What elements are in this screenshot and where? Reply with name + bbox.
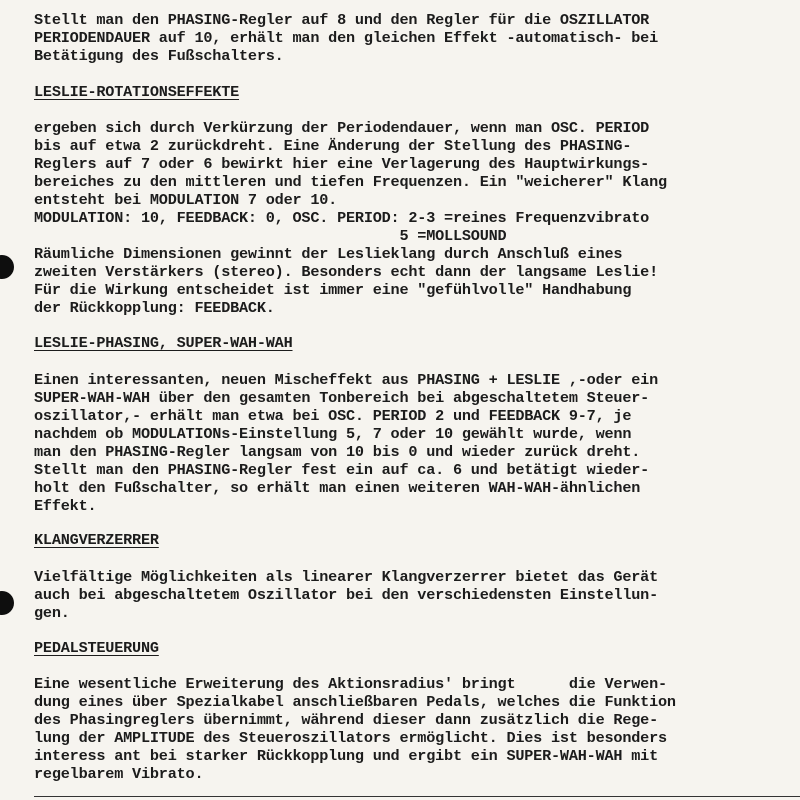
text-line: des Phasingreglers übernimmt, während dieser dann zusätzlich die Rege-: [34, 711, 658, 729]
text-line: Vielfältige Möglichkeiten als linearer Klangverzerrer bietet das Gerät: [34, 568, 658, 586]
section-heading-klangverzerrer: KLANGVERZERRER: [34, 531, 159, 549]
text-line: SUPER-WAH-WAH über den gesamten Tonbereich bei abgeschaltetem Steuer-: [34, 389, 650, 407]
text-line: holt den Fußschalter, so erhält man einen weiteren WAH-WAH-ähnlichen: [34, 479, 641, 497]
text-line: der Rückkopplung: FEEDBACK.: [34, 299, 275, 317]
text-line: Für die Wirkung entscheidet ist immer eine "gefühlvolle" Handhabung: [34, 281, 632, 299]
text-line: regelbarem Vibrato.: [34, 765, 204, 783]
text-line: oszillator,- erhält man etwa bei OSC. PERIOD 2 und FEEDBACK 9-7, je: [34, 407, 632, 425]
punch-hole: [0, 591, 14, 615]
section-heading-pedalsteuerung: PEDALSTEUERUNG: [34, 639, 159, 657]
text-line: Eine wesentliche Erweiterung des Aktionsradius' bringt die Verwen-: [34, 675, 667, 693]
text-line: PERIODENDAUER auf 10, erhält man den gleichen Effekt -automatisch- bei: [34, 29, 658, 47]
text-line: auch bei abgeschaltetem Oszillator bei den verschiedensten Einstellun-: [34, 586, 658, 604]
section-heading-leslie-rotation: LESLIE-ROTATIONSEFFEKTE: [34, 83, 240, 101]
bottom-rule: [34, 796, 800, 797]
text-line: MODULATION: 10, FEEDBACK: 0, OSC. PERIOD: 2-3 =reines Frequenzvibrato: [34, 209, 650, 227]
text-line: Reglers auf 7 oder 6 bewirkt hier eine Verlagerung des Hauptwirkungs-: [34, 155, 650, 173]
text-line: lung der AMPLITUDE des Steueroszillators ermöglicht. Dies ist besonders: [34, 729, 667, 747]
text-line: interess ant bei starker Rückkopplung und ergibt ein SUPER-WAH-WAH mit: [34, 747, 658, 765]
section-heading-leslie-phasing: LESLIE-PHASING, SUPER-WAH-WAH: [34, 334, 293, 352]
text-line: Stellt man den PHASING-Regler fest ein auf ca. 6 und betätigt wieder-: [34, 461, 650, 479]
text-line: Einen interessanten, neuen Mischeffekt aus PHASING + LESLIE ,-oder ein: [34, 371, 658, 389]
text-line: dung eines über Spezialkabel anschließbaren Pedals, welches die Funktion: [34, 693, 676, 711]
punch-hole: [0, 255, 14, 279]
text-line: man den PHASING-Regler langsam von 10 bis 0 und wieder zurück dreht.: [34, 443, 641, 461]
text-line: bis auf etwa 2 zurückdreht. Eine Änderung der Stellung des PHASING-: [34, 137, 632, 155]
text-line: gen.: [34, 604, 70, 622]
text-line: Räumliche Dimensionen gewinnt der Leslieklang durch Anschluß eines: [34, 245, 623, 263]
text-line: 5 =MOLLSOUND: [34, 227, 507, 245]
text-line: ergeben sich durch Verkürzung der Periodendauer, wenn man OSC. PERIOD: [34, 119, 650, 137]
text-line: bereiches zu den mittleren und tiefen Frequenzen. Ein "weicherer" Klang: [34, 173, 667, 191]
text-line: Betätigung des Fußschalters.: [34, 47, 284, 65]
text-line: Effekt.: [34, 497, 97, 515]
text-line: Stellt man den PHASING-Regler auf 8 und den Regler für die OSZILLATOR: [34, 11, 650, 29]
text-line: zweiten Verstärkers (stereo). Besonders echt dann der langsame Leslie!: [34, 263, 658, 281]
text-line: nachdem ob MODULATIONs-Einstellung 5, 7 oder 10 gewählt wurde, wenn: [34, 425, 632, 443]
text-line: entsteht bei MODULATION 7 oder 10.: [34, 191, 338, 209]
